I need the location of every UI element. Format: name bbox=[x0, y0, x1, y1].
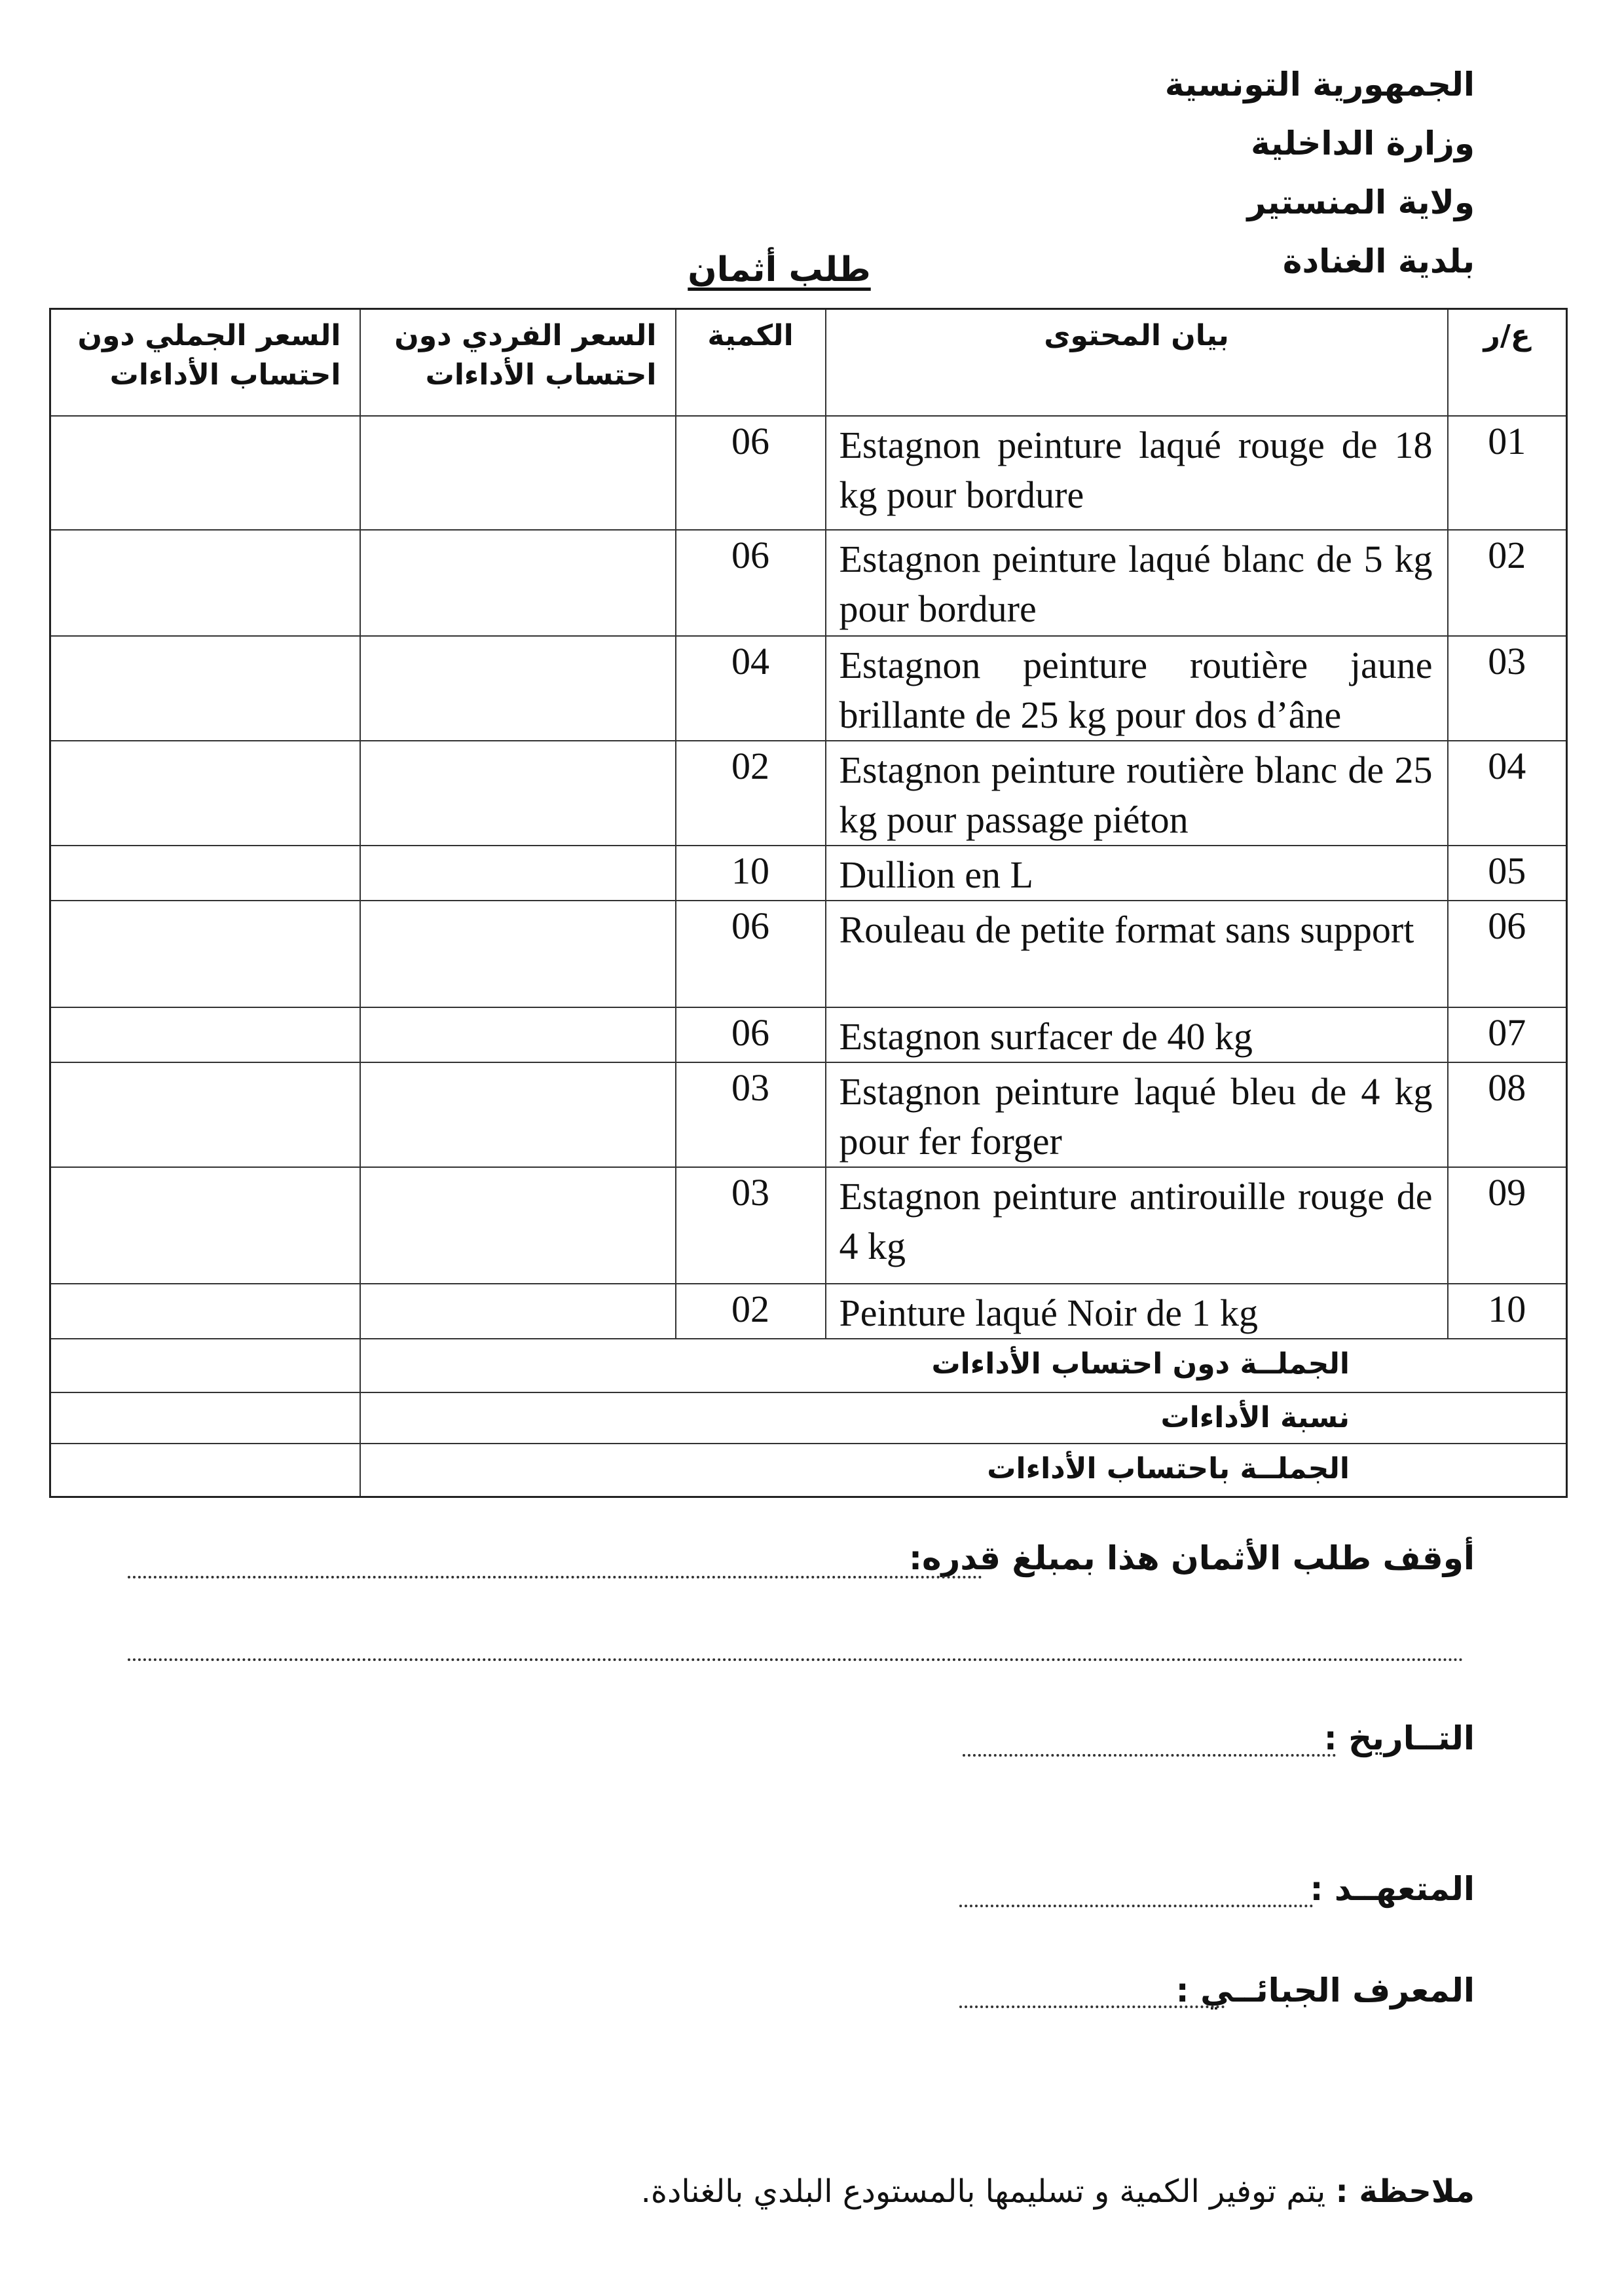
index-cell: 01 bbox=[1448, 416, 1567, 530]
total-price-cell[interactable] bbox=[50, 741, 360, 846]
unit-price-cell[interactable] bbox=[360, 901, 676, 1007]
total-price-cell[interactable] bbox=[50, 416, 360, 530]
price-request-table bbox=[49, 308, 1568, 1498]
table-row bbox=[50, 741, 1567, 846]
tax-rate-row bbox=[50, 1392, 1567, 1444]
table-header-row bbox=[50, 309, 1567, 416]
note-text: يتم توفير الكمية و تسليمها بالمستودع البلدي بالغنادة. bbox=[640, 2173, 1326, 2210]
unit-price-cell[interactable] bbox=[360, 741, 676, 846]
document-title: طلب أثمان bbox=[688, 250, 871, 289]
total-value-cell[interactable] bbox=[50, 1444, 360, 1497]
letterhead-country: الجمهورية التونسية bbox=[1164, 65, 1475, 103]
unit-price-cell[interactable] bbox=[360, 636, 676, 741]
quantity-cell: 03 bbox=[676, 1062, 826, 1167]
description-cell: Estagnon surfacer de 40 kg bbox=[826, 1007, 1448, 1062]
quantity-cell: 06 bbox=[676, 416, 826, 530]
quantity-cell: 02 bbox=[676, 741, 826, 846]
quantity-cell: 03 bbox=[676, 1167, 826, 1284]
quantity-cell: 10 bbox=[676, 846, 826, 901]
contractor-field[interactable] bbox=[959, 1905, 1313, 1907]
quantity-cell: 02 bbox=[676, 1284, 826, 1339]
unit-price-cell[interactable] bbox=[360, 530, 676, 636]
description-cell: Estagnon peinture routière blanc de 25 kg pour passage piéton bbox=[826, 741, 1448, 846]
letterhead bbox=[1165, 55, 1475, 291]
unit-price-cell[interactable] bbox=[360, 416, 676, 530]
description-cell: Rouleau de petite format sans support bbox=[826, 901, 1448, 1007]
index-cell: 10 bbox=[1448, 1284, 1567, 1339]
amount-label: أوقف طلب الأثمان هذا بمبلغ قدره: bbox=[909, 1539, 1475, 1577]
index-cell: 06 bbox=[1448, 901, 1567, 1007]
quantity-cell: 06 bbox=[676, 530, 826, 636]
index-cell: 05 bbox=[1448, 846, 1567, 901]
table-row bbox=[50, 416, 1567, 530]
letterhead-municipality: بلدية الغنادة bbox=[1282, 242, 1475, 280]
description-cell: Estagnon peinture routière jaune brillante de 25 kg pour dos d’âne bbox=[826, 636, 1448, 741]
total-price-cell[interactable] bbox=[50, 1062, 360, 1167]
total-price-cell[interactable] bbox=[50, 636, 360, 741]
description-cell: Dullion en L bbox=[826, 846, 1448, 901]
amount-field-continued[interactable] bbox=[128, 1658, 1464, 1661]
footer-note bbox=[641, 2173, 1475, 2210]
subtotal-value-cell[interactable] bbox=[50, 1339, 360, 1392]
header-description: بيان المحتوى bbox=[826, 309, 1448, 416]
quantity-cell: 06 bbox=[676, 901, 826, 1007]
table-row bbox=[50, 1007, 1567, 1062]
tax-rate-label: نسبة الأداءات bbox=[360, 1392, 1567, 1444]
index-cell: 03 bbox=[1448, 636, 1567, 741]
tax-id-label: المعرف الجبائــي : bbox=[1175, 1971, 1475, 2009]
unit-price-cell[interactable] bbox=[360, 1284, 676, 1339]
description-cell: Estagnon peinture antirouille rouge de 4 kg bbox=[826, 1167, 1448, 1284]
total-label: الجملــة باحتساب الأداءات bbox=[360, 1444, 1567, 1497]
description-cell: Estagnon peinture laqué bleu de 4 kg pour fer forger bbox=[826, 1062, 1448, 1167]
note-label: ملاحظة : bbox=[1335, 2173, 1475, 2210]
letterhead-governorate: ولاية المنستير bbox=[1247, 183, 1475, 221]
table-row bbox=[50, 636, 1567, 741]
table-row bbox=[50, 530, 1567, 636]
unit-price-cell[interactable] bbox=[360, 1007, 676, 1062]
subtotal-label: الجملــة دون احتساب الأداءات bbox=[360, 1339, 1567, 1392]
letterhead-ministry: وزارة الداخلية bbox=[1251, 124, 1475, 162]
description-cell: Peinture laqué Noir de 1 kg bbox=[826, 1284, 1448, 1339]
index-cell: 07 bbox=[1448, 1007, 1567, 1062]
table-row bbox=[50, 1062, 1567, 1167]
description-cell: Estagnon peinture laqué blanc de 5 kg pour bordure bbox=[826, 530, 1448, 636]
header-unit-price: السعر الفردي دون احتساب الأداءات bbox=[360, 309, 676, 416]
unit-price-cell[interactable] bbox=[360, 1062, 676, 1167]
index-cell: 09 bbox=[1448, 1167, 1567, 1284]
quantity-cell: 06 bbox=[676, 1007, 826, 1062]
table-row bbox=[50, 1284, 1567, 1339]
subtotal-row bbox=[50, 1339, 1567, 1392]
table-row bbox=[50, 1167, 1567, 1284]
quantity-cell: 04 bbox=[676, 636, 826, 741]
total-price-cell[interactable] bbox=[50, 1284, 360, 1339]
date-label: التــاريخ : bbox=[1323, 1719, 1475, 1757]
total-price-cell[interactable] bbox=[50, 1007, 360, 1062]
contractor-label: المتعهــد : bbox=[1310, 1870, 1475, 1908]
total-row bbox=[50, 1444, 1567, 1497]
total-price-cell[interactable] bbox=[50, 901, 360, 1007]
tax-rate-value-cell[interactable] bbox=[50, 1392, 360, 1444]
tax-id-field[interactable] bbox=[959, 2006, 1225, 2008]
total-price-cell[interactable] bbox=[50, 846, 360, 901]
unit-price-cell[interactable] bbox=[360, 1167, 676, 1284]
amount-field[interactable] bbox=[128, 1576, 982, 1578]
index-cell: 04 bbox=[1448, 741, 1567, 846]
header-quantity: الكمية bbox=[676, 309, 826, 416]
table-row bbox=[50, 846, 1567, 901]
date-field[interactable] bbox=[963, 1754, 1336, 1757]
index-cell: 08 bbox=[1448, 1062, 1567, 1167]
description-cell: Estagnon peinture laqué rouge de 18 kg pour bordure bbox=[826, 416, 1448, 530]
header-total-price: السعر الجملي دون احتساب الأداءات bbox=[50, 309, 360, 416]
unit-price-cell[interactable] bbox=[360, 846, 676, 901]
header-index: ع/ر bbox=[1448, 309, 1567, 416]
total-price-cell[interactable] bbox=[50, 530, 360, 636]
index-cell: 02 bbox=[1448, 530, 1567, 636]
table-row bbox=[50, 901, 1567, 1007]
total-price-cell[interactable] bbox=[50, 1167, 360, 1284]
